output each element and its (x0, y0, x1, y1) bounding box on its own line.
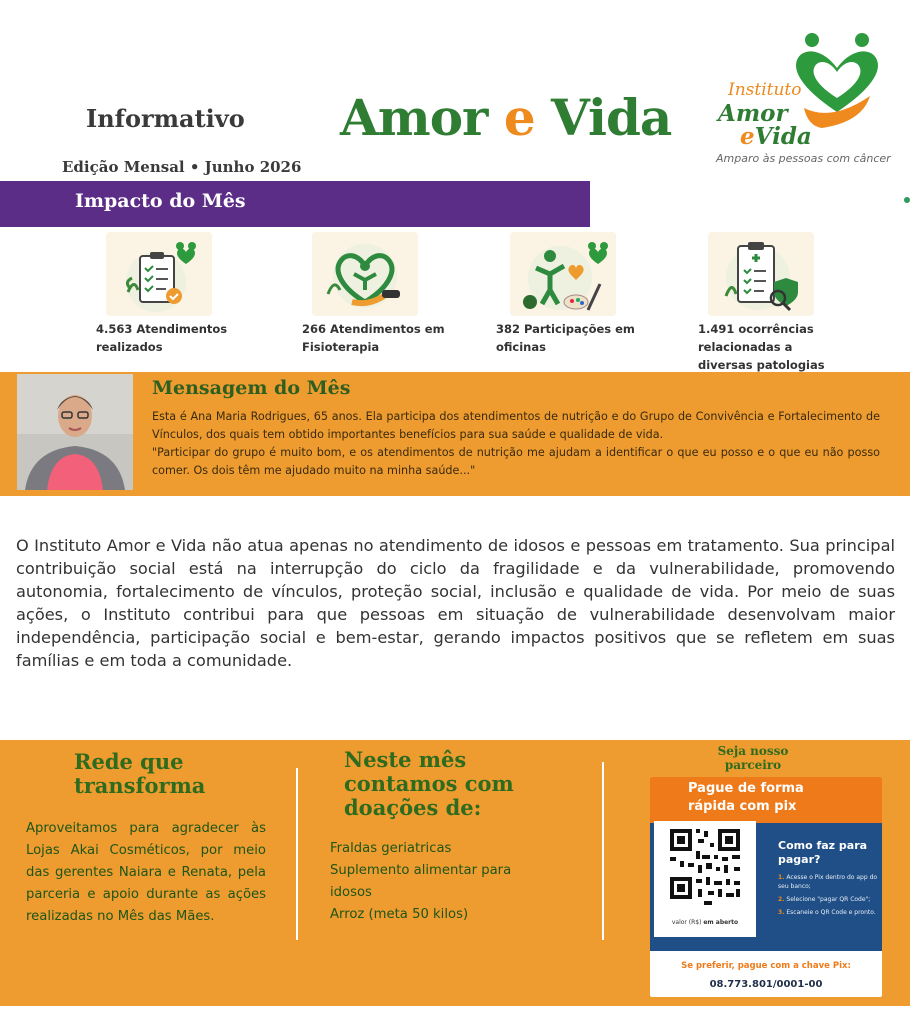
decorative-dot (904, 197, 910, 203)
pix-key[interactable]: 08.773.801/0001-00 (709, 979, 823, 990)
stat-label: 1.491 ocorrências relacionadas a diversas patologias (698, 322, 825, 372)
edition-date: Edição Mensal • Junho 2026 (62, 158, 302, 176)
body-paragraph: O Instituto Amor e Vida não atua apenas no atendimento de idosos e pessoas em tratamento. Sua principal contribuição social está na interrupção do ciclo da fragilidade e da vulnerabilidade, promovendo autonomia, fortalecimento de vínculos, proteção social, inclusão e qualidade de vida. Por meio de suas ações, o Instituto contribui para que pessoas em situação de vulnerabilidade desenvolvam maior independência, participação social e bem-estar, gerando impactos positivos que se refletem em suas famílias e em toda a comunidade. (16, 536, 895, 670)
heart-exercise-icon (312, 232, 418, 316)
column-divider (296, 768, 298, 940)
pix-step: 1. Acesse o Pix dentro do app do seu banco; (778, 874, 878, 890)
partner-title: Seja nosso parceiro (717, 744, 789, 772)
logo-word-instituto: Instituto (728, 80, 802, 100)
message-title: Mensagem do Mês (152, 377, 351, 399)
message-text (152, 408, 880, 480)
medical-record-icon (708, 232, 814, 316)
pix-payment-card (650, 777, 882, 997)
clipboard-check-icon (106, 232, 212, 316)
pix-step: 3. Escaneie o QR Code e pronto. (778, 909, 876, 916)
donations-title: Neste mês contamos com doações de: (344, 747, 514, 820)
qr-code[interactable] (654, 821, 756, 937)
qr-caption: valor (R$) em aberto (671, 919, 739, 926)
message-paragraph: Esta é Ana Maria Rodrigues, 65 anos. Ela participa dos atendimentos de nutrição e do Grupo de Convivência e Fortalecimento de Vínculos, dos quais tem obtido importantes benefícios para sua saúde e qualidade de vida. (152, 410, 880, 441)
donation-item: idosos (330, 885, 372, 900)
page-title: Amor e Vida (340, 88, 672, 147)
pix-header: Pague de forma rápida com pix (650, 777, 882, 823)
column-divider (602, 762, 604, 940)
pix-how-title: Como faz para pagar? (778, 839, 868, 866)
qr-code-icon (654, 821, 756, 917)
participant-photo (17, 374, 133, 490)
stat-label: 4.563 Atendimentos realizados (96, 322, 228, 354)
donation-item: Suplemento alimentar para (330, 863, 512, 878)
network-title: Rede que transforma (74, 749, 206, 798)
stat-label: 266 Atendimentos em Fisioterapia (302, 322, 445, 354)
donation-item: Fraldas geriatricas (330, 841, 452, 856)
workshop-icon (510, 232, 616, 316)
impact-heading: Impacto do Mês (75, 190, 246, 212)
pix-steps (778, 873, 878, 921)
logo-word-e-vida: eVida (740, 123, 812, 150)
impact-heading-band (0, 181, 590, 227)
logo-word-amor: Amor (718, 100, 788, 127)
stat-label: 382 Participações em oficinas (496, 322, 635, 354)
donation-item: Arroz (meta 50 kilos) (330, 907, 469, 922)
donations-list (330, 838, 570, 926)
logo-tagline: Amparo às pessoas com câncer (716, 152, 891, 165)
message-quote: "Participar do grupo é muito bom, e os atendimentos de nutrição me ajudam a identificar o que eu posso e o que eu não posso comer. Os dois têm me ajudado muito na minha saúde..." (152, 446, 880, 477)
network-text: Aproveitamos para agradecer às Lojas Akai Cosméticos, por meio das gerentes Naiara e Renata, pela parceria e apoio durante as ações realizadas no Mês das Mães. (26, 821, 266, 924)
newsletter-label: Informativo (86, 104, 245, 133)
pix-key-label: Se preferir, pague com a chave Pix: (681, 961, 851, 971)
pix-step: 2. Selecione "pagar QR Code"; (778, 896, 871, 903)
